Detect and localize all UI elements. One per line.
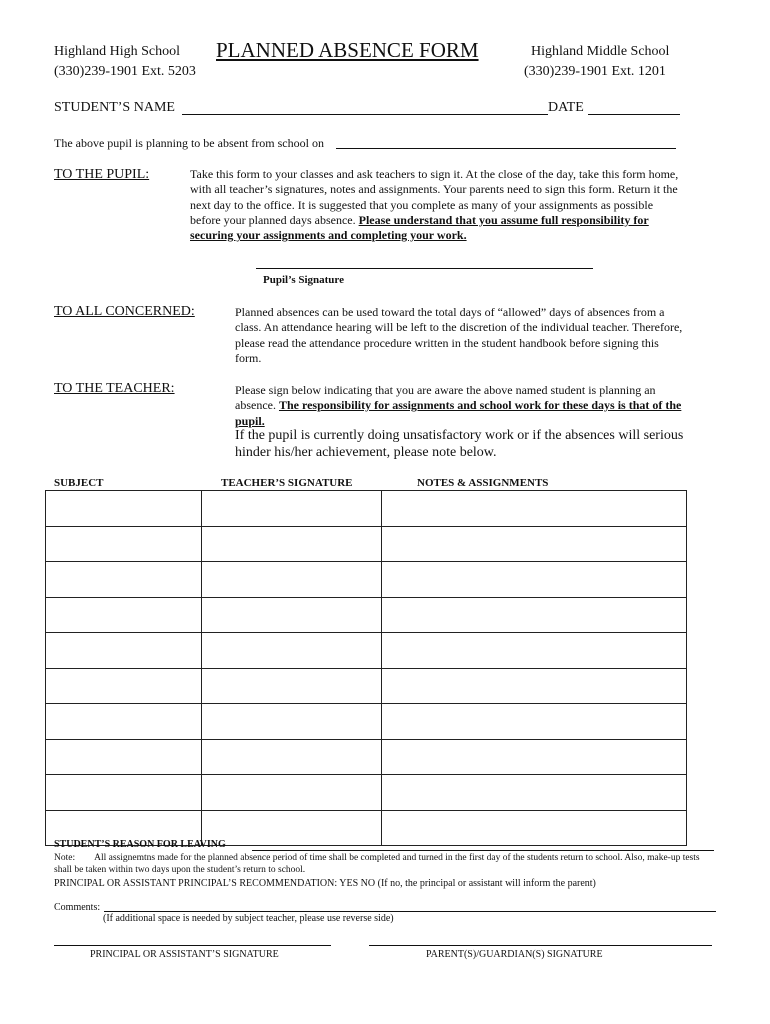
- form-title: PLANNED ABSENCE FORM: [216, 38, 479, 62]
- table-row: [46, 491, 687, 527]
- student-name-field[interactable]: [182, 114, 548, 115]
- reason-label: STUDENT’S REASON FOR LEAVING: [54, 839, 226, 850]
- teacher-signature-cell[interactable]: [201, 597, 382, 633]
- table-row: [46, 739, 687, 775]
- table-row: [46, 597, 687, 633]
- pupil-signature-label: Pupil’s Signature: [263, 274, 344, 286]
- subject-cell[interactable]: [46, 562, 202, 598]
- right-school-phone: (330)239-1901 Ext. 1201: [524, 64, 666, 79]
- teacher-signature-cell[interactable]: [201, 668, 382, 704]
- table-row: [46, 704, 687, 740]
- to-teacher-note: If the pupil is currently doing unsatisfactory work or if the absences will serious hinder his/her achievement, please note below.: [235, 428, 684, 460]
- teacher-signature-cell[interactable]: [201, 810, 382, 846]
- reason-field[interactable]: [252, 850, 714, 851]
- date-label: DATE: [548, 100, 584, 115]
- assignments-table: [45, 490, 687, 846]
- to-all-heading: TO ALL CONCERNED:: [54, 304, 195, 319]
- col-header-subject: SUBJECT: [54, 477, 104, 489]
- notes-cell[interactable]: [382, 739, 687, 775]
- teacher-signature-cell[interactable]: [201, 775, 382, 811]
- teacher-signature-cell[interactable]: [201, 526, 382, 562]
- notes-cell[interactable]: [382, 562, 687, 598]
- subject-cell[interactable]: [46, 633, 202, 669]
- subject-cell[interactable]: [46, 526, 202, 562]
- to-all-body: Planned absences can be used toward the total days of “allowed” days of absences from a class. An attendance hearing will be left to the discretion of the individual teacher. Therefore, please read the attendance procedure written in the student handbook before signing this form.: [235, 305, 683, 365]
- subject-cell[interactable]: [46, 668, 202, 704]
- note-label: Note:: [54, 853, 76, 863]
- date-field[interactable]: [588, 114, 680, 115]
- parent-signature-field[interactable]: [369, 945, 712, 946]
- teacher-signature-cell[interactable]: [201, 562, 382, 598]
- subject-cell[interactable]: [46, 491, 202, 527]
- subject-cell[interactable]: [46, 704, 202, 740]
- notes-cell[interactable]: [382, 526, 687, 562]
- to-pupil-heading: TO THE PUPIL:: [54, 167, 150, 182]
- left-school-name: Highland High School: [54, 44, 180, 59]
- parent-signature-label: PARENT(S)/GUARDIAN(S) SIGNATURE: [426, 949, 603, 960]
- col-header-notes: NOTES & ASSIGNMENTS: [417, 477, 549, 489]
- teacher-signature-cell[interactable]: [201, 704, 382, 740]
- absent-on-field[interactable]: [336, 148, 676, 149]
- notes-cell[interactable]: [382, 668, 687, 704]
- right-school-name: Highland Middle School: [531, 44, 670, 59]
- comments-hint: (If additional space is needed by subject teacher, please use reverse side): [103, 913, 394, 924]
- table-row: [46, 668, 687, 704]
- notes-cell[interactable]: [382, 810, 687, 846]
- notes-cell[interactable]: [382, 491, 687, 527]
- notes-cell[interactable]: [382, 597, 687, 633]
- to-pupil-text: [190, 167, 684, 243]
- to-teacher-text: [235, 383, 683, 429]
- comments-field[interactable]: [104, 911, 716, 912]
- to-teacher-heading: TO THE TEACHER:: [54, 381, 175, 396]
- to-pupil-body: Take this form to your classes and ask teachers to sign it. At the close of the day, take this form home, with all teacher’s signatures, notes and assignments. Your parents need to sign this form. Return it the next day to the office. It is suggested that you complete as many of your assignments as possible before your planned days absence.: [190, 167, 679, 227]
- notes-cell[interactable]: [382, 704, 687, 740]
- table-row: [46, 562, 687, 598]
- absent-on-label: The above pupil is planning to be absent from school on: [54, 136, 324, 150]
- principal-signature-label: PRINCIPAL OR ASSISTANT’S SIGNATURE: [90, 949, 279, 960]
- note-text-block: [54, 853, 718, 876]
- subject-cell[interactable]: [46, 775, 202, 811]
- to-teacher-emphasis: The responsibility for assignments and school work for these days is that of the pupil.: [235, 398, 682, 428]
- teacher-signature-cell[interactable]: [201, 491, 382, 527]
- recommendation-text: PRINCIPAL OR ASSISTANT PRINCIPAL’S RECOMMENDATION: YES NO (If no, the principal or assistant will inform the parent): [54, 878, 596, 889]
- table-row: [46, 526, 687, 562]
- student-name-label: STUDENT’S NAME: [54, 100, 175, 115]
- table-row: [46, 775, 687, 811]
- pupil-signature-field[interactable]: [256, 268, 593, 269]
- teacher-signature-cell[interactable]: [201, 633, 382, 669]
- teacher-signature-cell[interactable]: [201, 739, 382, 775]
- comments-label: Comments:: [54, 902, 101, 913]
- note-text: All assignemtns made for the planned absence period of time shall be completed and turned in the first day of the students return to school. Also, make-up tests shall be taken within two days upon the student’s return to school.: [54, 853, 700, 875]
- subject-cell[interactable]: [46, 739, 202, 775]
- col-header-teacher-signature: TEACHER’S SIGNATURE: [221, 477, 353, 489]
- table-row: [46, 633, 687, 669]
- to-pupil-emphasis: Please understand that you assume full responsibility for securing your assignments and completing your work.: [190, 212, 649, 243]
- notes-cell[interactable]: [382, 633, 687, 669]
- subject-cell[interactable]: [46, 597, 202, 633]
- principal-signature-field[interactable]: [54, 945, 331, 946]
- left-school-phone: (330)239-1901 Ext. 5203: [54, 64, 196, 79]
- to-teacher-body: Please sign below indicating that you are aware the above named student is planning an absence.: [235, 383, 656, 413]
- notes-cell[interactable]: [382, 775, 687, 811]
